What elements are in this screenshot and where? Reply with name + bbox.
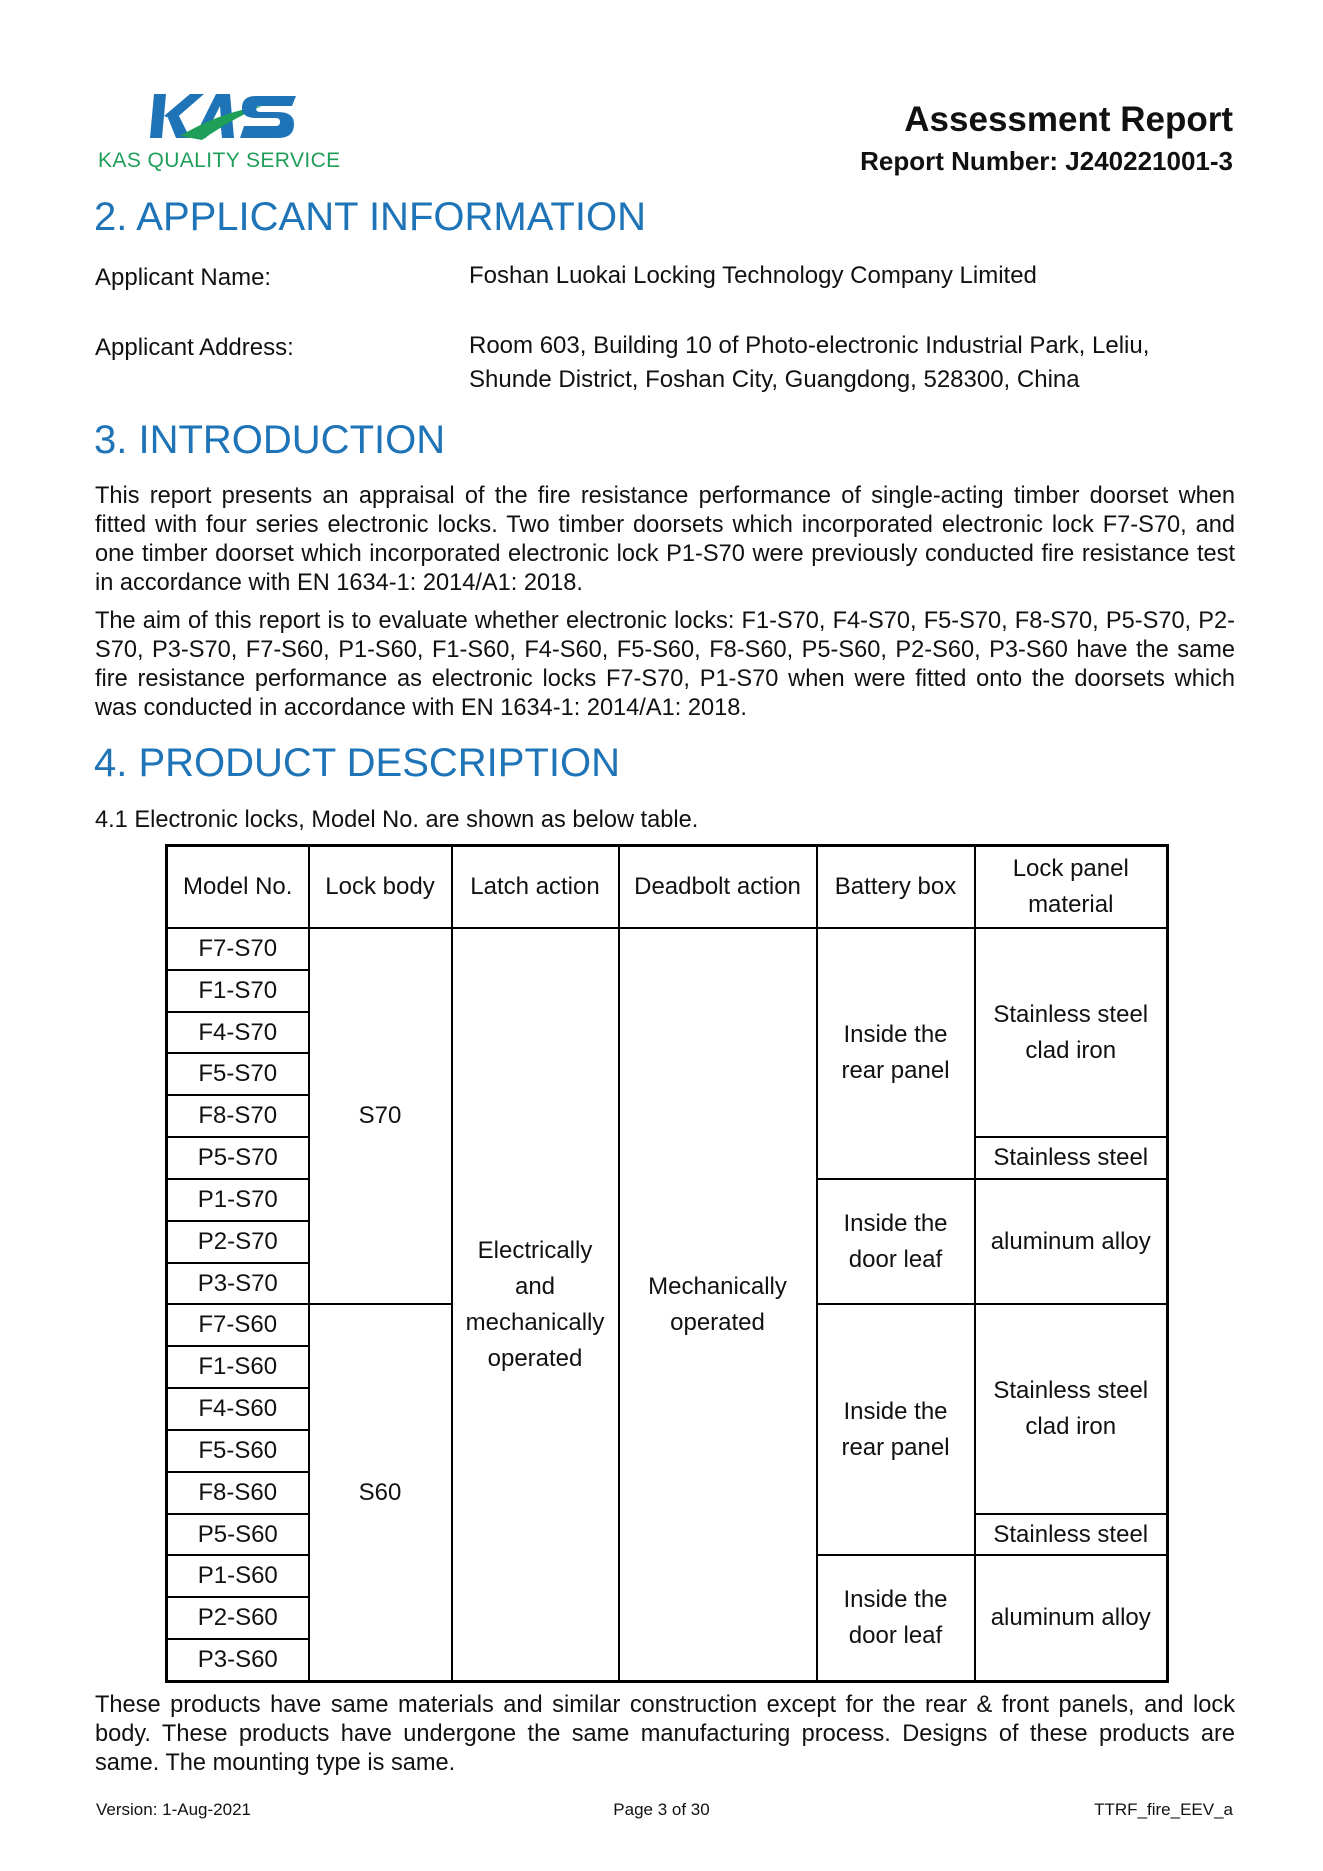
introduction-paragraph-1: This report presents an appraisal of the fire resistance performance of single-acting timber doorset when fitted with four series electronic locks. Two timber doorsets which incorporated electronic lock F7-S70, and one timber doorset which incorporated electronic lock P1-S70 were previously conducted fire resistance test in accordance with EN 1634-1: 2014/A1: 2018. [95,483,1235,596]
model-cell: F7-S70 [167,928,309,970]
address-line-1: Room 603, Building 10 of Photo-electronic Industrial Park, Leliu, [469,332,1150,359]
report-title: Assessment Report [904,100,1233,139]
column-header: Lock body [309,846,452,929]
model-cell: P3-S60 [167,1639,309,1681]
model-cell: P2-S70 [167,1221,309,1263]
column-header: Deadbolt action [619,846,817,929]
table-row [167,928,1168,970]
applicant-name-value: Foshan Luokai Locking Technology Company Limited [469,262,1037,289]
battery-box-cell: Inside the rear panel [817,1304,975,1555]
battery-box-cell: Inside the door leaf [817,1179,975,1304]
product-heading: 4. PRODUCT DESCRIPTION [94,741,620,785]
model-cell: P2-S60 [167,1597,309,1639]
model-cell: P5-S60 [167,1514,309,1556]
panel-material-cell: Stainless steel clad iron [975,928,1168,1137]
model-cell: P1-S60 [167,1555,309,1597]
deadbolt-action-cell: Mechanically operated [619,928,817,1682]
lock-models-table [165,844,1169,1683]
footer-version: Version: 1-Aug-2021 [96,1800,251,1819]
applicant-heading: 2. APPLICANT INFORMATION [94,195,646,239]
panel-material-cell: Stainless steel [975,1514,1168,1556]
introduction-paragraph-2: The aim of this report is to evaluate whether electronic locks: F1-S70, F4-S70, F5-S70, F8-S70, P5-S70, P2-S70, P3-S70, F7-S60, P1-S60, F1-S60, F4-S60, F5-S60, F8-S60, P5-S60, P2-S60, P3-S60 have the same fire resistance performance as electronic locks F7-S70, P1-S70 when were fitted onto the doorsets which was conducted in accordance with EN 1634-1: 2014/A1: 2018. [95,608,1235,721]
model-cell: F8-S60 [167,1472,309,1514]
address-line-2: Shunde District, Foshan City, Guangdong, 528300, China [469,366,1080,393]
panel-material-cell: Stainless steel [975,1137,1168,1179]
report-number: Report Number: J240221001-3 [860,146,1233,176]
model-cell: P5-S70 [167,1137,309,1179]
introduction-heading: 3. INTRODUCTION [94,418,446,462]
applicant-address-label: Applicant Address: [95,334,294,361]
logo-subtitle: KAS QUALITY SERVICE [98,149,341,172]
column-header: Battery box [817,846,975,929]
table-header-row [167,846,1168,929]
column-header: Model No. [167,846,309,929]
column-header: Latch action [452,846,619,929]
model-cell: F7-S60 [167,1304,309,1346]
model-cell: P1-S70 [167,1179,309,1221]
model-cell: F5-S60 [167,1430,309,1472]
battery-box-cell: Inside the door leaf [817,1555,975,1681]
model-cell: F1-S60 [167,1346,309,1388]
applicant-name-label: Applicant Name: [95,264,272,291]
model-cell: F1-S70 [167,970,309,1012]
latch-action-cell: Electrically and mechanically operated [452,928,619,1682]
model-cell: F4-S60 [167,1388,309,1430]
panel-material-cell: Stainless steel clad iron [975,1304,1168,1513]
lock-body-cell: S70 [309,928,452,1304]
applicant-address-value [469,329,1229,397]
battery-box-cell: Inside the rear panel [817,928,975,1179]
lock-body-cell: S60 [309,1304,452,1681]
table-intro: 4.1 Electronic locks, Model No. are shown as below table. [95,807,699,833]
footer-page-number: Page 3 of 30 [613,1800,710,1819]
model-cell: F5-S70 [167,1053,309,1095]
footer-form-code: TTRF_fire_EEV_a [1094,1800,1233,1819]
closing-paragraph: These products have same materials and similar construction except for the rear & front panels, and lock body. These products have undergone the same manufacturing process. Designs of these products are same. The mounting type is same. [95,1692,1235,1776]
model-cell: P3-S70 [167,1263,309,1305]
panel-material-cell: aluminum alloy [975,1555,1168,1681]
column-header: Lock panel material [975,846,1168,929]
model-cell: F4-S70 [167,1012,309,1054]
panel-material-cell: aluminum alloy [975,1179,1168,1304]
model-cell: F8-S70 [167,1095,309,1137]
kas-logo [150,92,300,144]
